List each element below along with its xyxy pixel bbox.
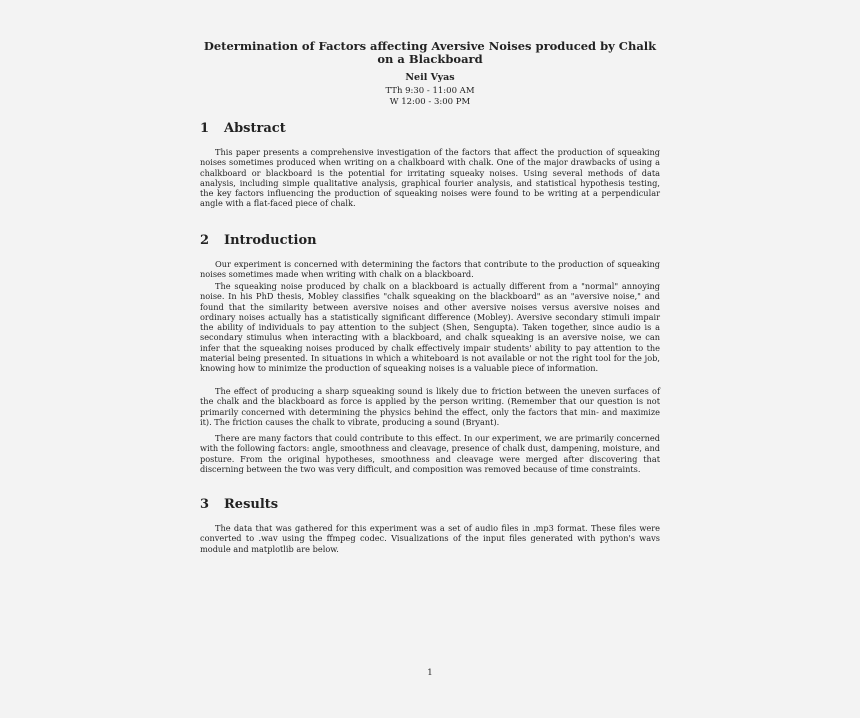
- intro-paragraph-1: Our experiment is concerned with determining the factors that contribute to the production of squeaking noises sometimes made when writing with chalk on a blackboard.: [200, 259, 660, 280]
- page-number: 1: [427, 668, 433, 678]
- section-title: Abstract: [224, 121, 286, 136]
- abstract-paragraph: This paper presents a comprehensive investigation of the factors that affect the production of squeaking noises sometimes produced when writing on a chalkboard with chalk. One of the major drawbacks of using a chalkboard or blackboard is the potential for irritating squeaky noises. Using several methods of data analysis, including simple qualitative analysis, graphical fourier analysis, and statistical hypothesis testing, the key factors influencing the production of squeaking noises were found to be writing at a perpendicular angle with a flat-faced piece of chalk.: [200, 147, 660, 209]
- schedule-line-1: TTh 9:30 - 11:00 AM: [385, 86, 475, 96]
- section-number: 3: [200, 497, 210, 512]
- results-paragraph: The data that was gathered for this experiment was a set of audio files in .mp3 format. These files were converted to .wav using the ffmpeg codec. Visualizations of the input files generated with python's wavs module and matplotlib are below.: [200, 523, 660, 554]
- section-title: Results: [224, 497, 279, 512]
- section-title: Introduction: [224, 233, 317, 248]
- section-heading-abstract: [200, 121, 286, 136]
- author-name: Neil Vyas: [405, 72, 455, 83]
- schedule-line-2: W 12:00 - 3:00 PM: [389, 97, 471, 107]
- section-number: 2: [200, 233, 210, 248]
- intro-paragraph-3: The effect of producing a sharp squeaking sound is likely due to friction between the uneven surfaces of the chalk and the blackboard as force is applied by the person writing. (Remember that our question is not primarily concerned with determining the physics behind the effect, only the factors that min- and maximize it). The friction causes the chalk to vibrate, producing a sound (Bryant).: [200, 386, 660, 427]
- section-heading-introduction: [200, 233, 317, 248]
- intro-paragraph-4: There are many factors that could contribute to this effect. In our experiment, we are primarily concerned with the following factors: angle, smoothness and cleavage, presence of chalk dust, dampening, moisture, and posture. From the original hypotheses, smoothness and cleavage were merged after discovering that discerning between the two was very difficult, and composition was removed because of time constraints.: [200, 433, 660, 474]
- section-heading-results: [200, 497, 278, 512]
- paper-title: Determination of Factors affecting Aversive Noises produced by Chalk on a Blackboard: [203, 39, 657, 66]
- intro-paragraph-2: The squeaking noise produced by chalk on a blackboard is actually different from a "normal" annoying noise. In his PhD thesis, Mobley classifies "chalk squeaking on the blackboard" as an "aversive noise," and found that the similarity between aversive noises and other aversive noises versus aversive noises and ordinary noises actually has a statistically significant difference (Mobley). Aversive secondary stimuli impair the ability of individuals to pay attention to the subject (Shen, Sengupta). Taken together, since audio is a secondary stimulus when interacting with a blackboard, and chalk squeaking is an aversive noise, we can infer that the squeaking noises produced by chalk effectively impair students' ability to pay attention to the material being presented. In situations in which a whiteboard is not available or not the right tool for the job, knowing how to minimize the production of squeaking noises is a valuable piece of information.: [200, 281, 660, 374]
- section-number: 1: [200, 121, 210, 136]
